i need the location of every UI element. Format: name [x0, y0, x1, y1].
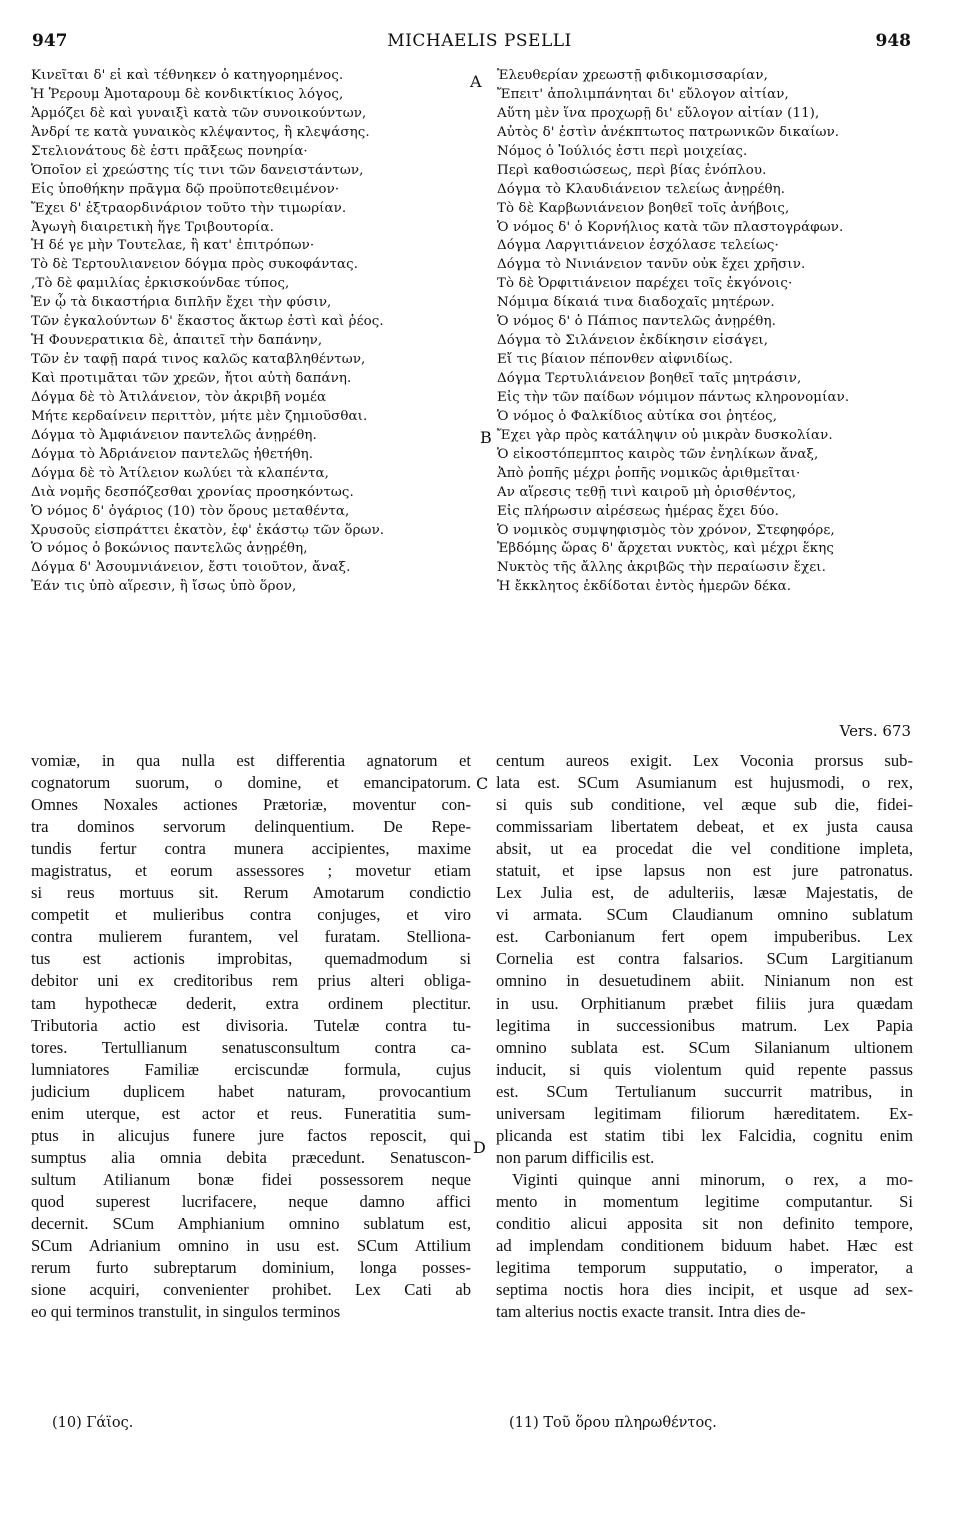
latin-text-line: si reus mortuus sit. Rerum Amotarum condictio — [31, 883, 471, 903]
greek-verse-line: Αὐτὸς δ' ἐστὶν ἀνέκπτωτος πατρωνικῶν δικαίων. — [497, 124, 840, 140]
latin-text-line: cognatorum suorum, o domine, et emancipatorum. — [31, 773, 471, 793]
greek-verse-line: Χρυσοῦς εἰσπράττει ἑκατὸν, ἐφ' ἑκάστῳ τῶν ὅρων. — [31, 522, 385, 538]
latin-text-line: vi armata. SCum Claudianum omnino sublatum — [496, 905, 913, 925]
verse-number-label: Vers. 673 — [839, 722, 911, 740]
greek-verse-line: Ἡ δέ γε μὴν Τουτελαε, ἢ κατ' ἐπιτρόπων· — [31, 238, 315, 254]
left-page-number: 947 — [32, 31, 68, 51]
greek-verse-left-column — [31, 67, 471, 597]
greek-verse-line: Δόγμα τὸ Ἀδριάνειον παντελῶς ἠθετήθη. — [31, 446, 314, 462]
greek-verse-right-column — [497, 67, 912, 597]
greek-verse-line: Δόγμα τὸ Νινιάνειον τανῦν οὐκ ἔχει χρῆσιν. — [497, 257, 806, 273]
latin-text-line: plicanda est statim tibi lex Falcidia, cognitu enim — [496, 1125, 913, 1145]
greek-verse-line: Δόγμα τὸ Κλαυδιάνειον τελείως ἀνῃρέθη. — [497, 181, 786, 197]
right-page-number: 948 — [875, 31, 911, 51]
latin-translation-left-column — [31, 750, 471, 1323]
latin-text-line: Lex Julia est, de adulteriis, læsæ Majestatis, de — [496, 883, 913, 903]
latin-text-line: decernit. SCum Amphianium omnino sublatum est, — [31, 1213, 471, 1233]
latin-text-line: legitima in successionibus matrum. Lex Papia — [496, 1015, 913, 1035]
latin-text-line: sultum Atilianum bonæ fidei possessorem neque — [31, 1169, 471, 1189]
margin-marker-c: C — [476, 774, 489, 793]
footnote-10: (10) Γάϊος. — [52, 1415, 134, 1431]
running-title: MICHAELIS PSELLI — [387, 31, 572, 51]
latin-text-line: rerum furto subreptarum dominium, longa posses- — [31, 1258, 471, 1278]
greek-verse-line: Ὁ νόμος ὁ Φαλκίδιος αὐτίκα σοι ῥητέος, — [497, 408, 778, 424]
greek-verse-line: Ὁ νόμος ὁ βοκώνιος παντελῶς ἀνῃρέθη, — [31, 541, 308, 557]
latin-text-line: legitima temporum supputatio, o imperator, a — [496, 1258, 913, 1278]
latin-text-line: Viginti quinque anni minorum, o rex, a mo- — [512, 1169, 913, 1189]
greek-verse-line: Κινεῖται δ' εἰ καὶ τέθνηκεν ὁ κατηγορημένος. — [31, 68, 344, 83]
latin-text-line: debitor uni ex creditoribus rem prius alteri obliga- — [31, 971, 471, 991]
latin-text-line: inducit, si quis violentum quid repente passus — [496, 1059, 913, 1079]
greek-verse-line: Ἐν ᾧ τὰ δικαστήρια διπλῆν ἔχει τὴν φύσιν, — [31, 295, 332, 311]
latin-text-line: tam hypothecæ dederit, extra ordinem plectitur. — [31, 993, 471, 1013]
latin-text-line: centum aureos exigit. Lex Voconia prorsus sub- — [496, 751, 913, 770]
greek-verse-line: Ὁ νομικὸς συμψηφισμὸς τὸν χρόνον, Στεφηφόρε, — [497, 522, 835, 538]
latin-text-line: sione acquiri, convenienter prohibet. Lex Cati ab — [31, 1280, 471, 1300]
greek-verse-line: Νόμιμα δίκαιά τινα διαδοχαῖς μητέρων. — [497, 295, 775, 311]
latin-text-line: ptus in alicujus funere jure factos reposcit, qui — [31, 1125, 471, 1145]
greek-verse-line: Ἑβδόμης ὥρας δ' ἄρχεται νυκτὸς, καὶ μέχρι ἕκης — [497, 541, 834, 557]
latin-text-line: statuit, et ipse lapsus non est jure patronatus. — [496, 861, 913, 881]
greek-verse-line: Ἡ Ῥερουμ Ἀμοταρουμ δὲ κονδικτίκιος λόγος, — [31, 86, 344, 102]
latin-text-line: lata est. SCum Asumianum est hujusmodi, o rex, — [496, 773, 913, 793]
greek-verse-line: Δόγμα δ' Ἀσουμνιάνειον, ἔστι τοιοῦτον, ἄναξ. — [31, 560, 351, 576]
greek-verse-line: Εἴ τις βίαιον πέπονθεν αἰφνιδίως. — [497, 352, 733, 368]
latin-translation-right-column — [496, 750, 913, 1323]
greek-verse-line: ,Τὸ δὲ φαμιλίας ἐρκισκούνδαε τύπος, — [31, 276, 290, 292]
greek-verse-line: Τὸ δὲ Τερτουλιανειον δόγμα πρὸς συκοφάντας. — [31, 257, 359, 273]
greek-verse-line: Δόγμα δὲ τὸ Ἀτιλάνειον, τὸν ἀκριβῆ νομέα — [31, 389, 327, 405]
latin-text-line: enim uterque, est actor et reus. Funeratitia sum- — [31, 1103, 471, 1123]
latin-text-line: absit, ut ea procedat die vel conditione impleta, — [496, 839, 913, 859]
latin-text-line: eo qui terminos transtulit, in singulos terminos — [31, 1302, 341, 1322]
latin-text-line: quod superest lucrifacere, neque damno affici — [31, 1191, 471, 1211]
latin-text-line: si quis sub conditione, vel æque sub die, fidei- — [496, 795, 913, 815]
latin-text-line: tam alterius noctis exacte transit. Intra dies de- — [496, 1302, 806, 1322]
latin-text-line: contra mulierem furantem, vel furatam. Stelliona- — [31, 927, 471, 947]
margin-marker-d: D — [473, 1138, 486, 1157]
greek-verse-line: Ἡ Φουνερατικια δὲ, ἀπαιτεῖ τὴν δαπάνην, — [31, 333, 323, 349]
latin-text-line: omnino in desuetudinem abiit. Ninianum non est — [496, 971, 913, 991]
latin-text-line: Cornelia est contra falsarios. SCum Largitianum — [496, 949, 913, 969]
greek-verse-line: Τῶν ἐν ταφῇ παρά τινος καλῶς καταβληθέντων, — [31, 352, 366, 368]
greek-verse-line: Ὁ νόμος δ' ὁ Πάπιος παντελῶς ἀνῃρέθη. — [497, 314, 776, 330]
greek-verse-line: Ὁποῖον εἰ χρεώστης τίς τινι τῶν δανειστάντων, — [31, 162, 364, 178]
greek-verse-line: Περὶ καθοσιώσεως, περὶ βίας ἐνόπλου. — [497, 162, 767, 178]
latin-text-line: Tributoria actio est divisoria. Tutelæ contra tu- — [31, 1015, 471, 1035]
greek-verse-line: Νυκτὸς τῆς ἄλλης ἀκριβῶς τὴν περαίωσιν ἔχει. — [497, 560, 826, 576]
greek-verse-line: Δόγμα τὸ Ἀμφιάνειον παντελῶς ἀνῃρέθη. — [31, 427, 317, 443]
latin-text-line: in usu. Orphitianum præbet filiis jura quædam — [496, 993, 913, 1013]
greek-verse-line: Αν αἵρεσις τεθῇ τινὶ καιροῦ μὴ ὁρισθέντος, — [497, 484, 797, 500]
greek-verse-line: Ἀνδρί τε κατὰ γυναικὸς κλέψαντος, ἢ κλεψάσης. — [31, 124, 370, 140]
greek-verse-line: Ὁ εἰκοστόπεμπτος καιρὸς τῶν ἐνηλίκων ἄναξ, — [497, 446, 819, 462]
latin-text-line: mento in momentum legitime computantur. Si — [496, 1191, 913, 1211]
greek-verse-line: Δόγμα Τερτυλιάνειον βοηθεῖ ταῖς μητράσιν, — [497, 371, 802, 386]
latin-text-line: SCum Adrianium omnino in usu est. SCum Attilium — [31, 1236, 471, 1256]
latin-text-line: omnino sublata est. SCum Silanianum ultionem — [496, 1037, 913, 1057]
latin-text-line: Omnes Noxales actiones Prætoriæ, moventur con- — [31, 795, 471, 815]
greek-verse-line: Διὰ νομῆς δεσπόζεσθαι χρονίας προσηκόντως. — [31, 484, 354, 500]
greek-verse-line: Ἡ ἔκκλητος ἐκδίδοται ἐντὸς ἡμερῶν δέκα. — [497, 579, 792, 595]
latin-text-line: tundis fertur contra munera accipientes, maxime — [31, 839, 471, 859]
latin-text-line: est. SCum Tertulianum succurrit matribus, in — [496, 1081, 913, 1101]
latin-text-line: conditio alicui apposita sit non definito tempore, — [496, 1213, 913, 1233]
greek-verse-line: Δόγμα δὲ τὸ Ἀτίλειον κωλύει τὰ κλαπέντα, — [31, 465, 329, 481]
latin-text-line: tus est actionis improbitas, quemadmodum si — [31, 949, 471, 969]
latin-text-line: competit et mulieribus contra conjuges, et viro — [31, 905, 471, 925]
greek-verse-line: Δόγμα τὸ Σιλάνειον ἐκδίκησιν εἰσάγει, — [497, 333, 769, 349]
latin-text-line: est. Carbonianum fert opem impuberibus. Lex — [496, 927, 913, 947]
latin-text-line: tra dominos servorum delinquentium. De Repe- — [31, 817, 471, 837]
greek-verse-line: Στελιονάτους δὲ ἐστι πρᾶξεως πονηρία· — [31, 143, 308, 159]
greek-verse-line: Ἔπειτ' ἀπολιμπάνηται δι' εὔλογον αἰτίαν, — [497, 86, 789, 102]
latin-text-line: commissariam libertatem debeat, et ex justa causa — [496, 817, 913, 837]
greek-verse-line: Εἰς τὴν τῶν παίδων νόμιμον πάντως κληρονομίαν. — [497, 389, 850, 405]
latin-text-line: ad implendam conditionem biduum habet. Hæc est — [496, 1236, 913, 1256]
margin-marker-a: A — [470, 72, 482, 91]
latin-text-line: vomiæ, in qua nulla est differentia agnatorum et — [31, 751, 471, 770]
greek-verse-line: Τῶν ἐγκαλούντων δ' ἕκαστος ἄκτωρ ἐστὶ καὶ ῥέος. — [31, 314, 384, 330]
greek-verse-line: Ἔχει γὰρ πρὸς κατάληψιν οὐ μικρὰν δυσκολίαν. — [497, 427, 833, 443]
greek-verse-line: Ἀγωγὴ διαιρετικὴ ἥγε Τριβουτορία. — [31, 219, 275, 235]
greek-verse-line: Δόγμα Λαργιτιάνειον ἐσχόλασε τελείως· — [497, 238, 779, 254]
greek-verse-line: Τὸ δὲ Ὀρφιτιάνειον παρέχει τοῖς ἐκγόνοις· — [497, 276, 793, 292]
latin-text-line: non parum difficilis est. — [496, 1147, 655, 1167]
greek-verse-line: Εἰς ὑποθήκην πρᾶγμα δῷ προϋποτεθειμένον· — [31, 181, 340, 197]
greek-verse-line: Ἔχει δ' ἐξτραορδινάριον τοῦτο τὴν τιμωρίαν. — [31, 200, 347, 216]
greek-verse-line: Αὕτη μὲν ἵνα προχωρῇ δι' εὔλογον αἰτίαν (11), — [497, 105, 820, 121]
footnote-11: (11) Τοῦ ὅρου πληρωθέντος. — [509, 1415, 717, 1431]
greek-verse-line: Ἐάν τις ὑπὸ αἵρεσιν, ἢ ἴσως ὑπὸ ὅρον, — [31, 579, 297, 595]
latin-text-line: sumptus alia omnia debita præcedunt. Senatuscon- — [31, 1147, 471, 1167]
greek-verse-line: Ἀπὸ ῥοπῆς μέχρι ῥοπῆς νομικῶς ἀριθμεῖται· — [497, 465, 801, 481]
greek-verse-line: Μήτε κερδαίνειν περιττὸν, μήτε μὲν ζημιοῦσθαι. — [31, 408, 368, 424]
greek-verse-line: Τὸ δὲ Καρβωνιάνειον βοηθεῖ τοῖς ἀνήβοις, — [497, 200, 790, 216]
greek-verse-line: Ἁρμόζει δὲ καὶ γυναιξὶ κατὰ τῶν συνοικούντων, — [31, 105, 367, 121]
greek-verse-line: Ὁ νόμος δ' ὀγάριος (10) τὸν ὅρους μεταθέντα, — [31, 503, 350, 519]
latin-text-line: universam legitimam filiorum hæreditatem. Ex- — [496, 1103, 913, 1123]
greek-verse-line: Ἐλευθερίαν χρεωστῇ φιδικομισσαρίαν, — [497, 68, 768, 83]
latin-text-line: magistratus, et eorum assessores ; movetur etiam — [31, 861, 471, 881]
margin-marker-b: B — [480, 428, 492, 447]
greek-verse-line: Εἰς πλήρωσιν αἱρέσεως ἡμέρας ἔχει δύο. — [497, 503, 779, 519]
latin-text-line: septima noctis hora dies incipit, et usque ad sex- — [496, 1280, 913, 1300]
latin-text-line: tores. Tertullianum senatusconsultum contra ca- — [31, 1037, 471, 1057]
greek-verse-line: Νόμος ὁ Ἰούλιός ἐστι περὶ μοιχείας. — [497, 143, 748, 159]
greek-verse-line: Ὁ νόμος δ' ὁ Κορνήλιος κατὰ τῶν πλαστογράφων. — [497, 219, 844, 235]
latin-text-line: lumniatores Familiæ erciscundæ formula, cujus — [31, 1059, 471, 1079]
latin-text-line: judicium duplicem habet naturam, provocantium — [31, 1081, 471, 1101]
greek-verse-line: Καὶ προτιμᾶται τῶν χρεῶν, ἤτοι αὐτὴ δαπάνη. — [31, 371, 352, 386]
